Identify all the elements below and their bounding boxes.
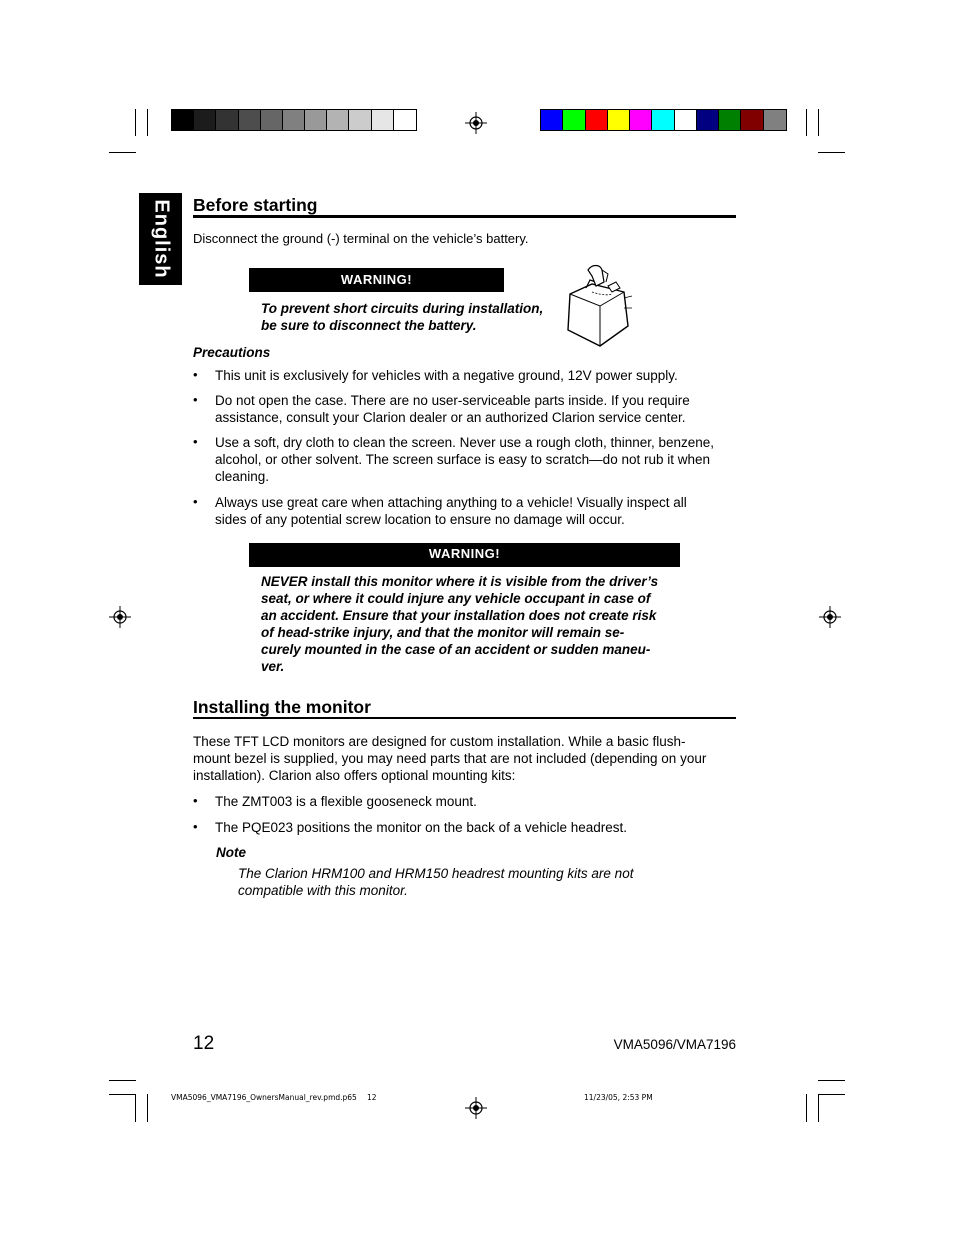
warning-text: To prevent short circuits during installation, be sure to disconnect the battery.: [261, 301, 544, 333]
color-swatch: [305, 110, 327, 130]
bullet-icon: •: [193, 819, 198, 834]
color-swatch: [541, 110, 563, 130]
section-heading-before-starting: Before starting: [193, 195, 318, 215]
list-item: Always use great care when attaching anything to a vehicle! Visually inspect all sides of any potential screw location to ensure no damage will occur.: [215, 495, 687, 527]
heading-rule: [193, 717, 736, 719]
list-item: The ZMT003 is a flexible gooseneck mount.: [215, 794, 477, 809]
bullet-icon: •: [193, 367, 198, 382]
color-swatch: [764, 110, 786, 130]
intro-text: Disconnect the ground (-) terminal on the vehicle’s battery.: [193, 231, 529, 246]
warning-banner: WARNING!: [249, 543, 680, 567]
color-swatch: [349, 110, 371, 130]
registration-mark-icon: [819, 606, 841, 628]
color-swatch: [216, 110, 238, 130]
note-label: Note: [216, 845, 246, 860]
file-timestamp: 11/23/05, 2:53 PM: [584, 1093, 653, 1102]
registration-mark-icon: [109, 606, 131, 628]
color-swatch: [719, 110, 741, 130]
color-swatch: [261, 110, 283, 130]
color-calibration-bar: [540, 109, 787, 131]
bullet-icon: •: [193, 793, 198, 808]
color-swatch: [586, 110, 608, 130]
list-item: Do not open the case. There are no user-serviceable parts inside. If you require assistance, consult your Clarion dealer or an authorized Clarion service center.: [215, 393, 690, 425]
list-item: Use a soft, dry cloth to clean the screen. Never use a rough cloth, thinner, benzene, alcohol, or other solvent. The screen surface is easy to scratch—do not rub it when cleaning.: [215, 435, 715, 484]
color-swatch: [394, 110, 416, 130]
color-swatch: [630, 110, 652, 130]
installing-paragraph: These TFT LCD monitors are designed for custom installation. While a basic flush- mount bezel is supplied, you may need parts that are not included (depending on your installation). Clarion also offers optional mounting kits:: [193, 734, 707, 783]
list-item: The PQE023 positions the monitor on the back of a vehicle headrest.: [215, 820, 627, 835]
color-swatch: [172, 110, 194, 130]
section-heading-installing: Installing the monitor: [193, 697, 371, 717]
color-swatch: [652, 110, 674, 130]
color-swatch: [283, 110, 305, 130]
color-swatch: [675, 110, 697, 130]
language-side-tab: [139, 193, 182, 285]
registration-mark-icon: [465, 1097, 487, 1119]
heading-rule: [193, 215, 736, 218]
language-label: English: [150, 199, 172, 279]
color-swatch: [372, 110, 394, 130]
model-number: VMA5096/VMA7196: [613, 1037, 736, 1052]
color-swatch: [239, 110, 261, 130]
warning-text: NEVER install this monitor where it is visible from the driver’s seat, or where it could injure any vehicle occupant in case of an accident. Ensure that your installation does not create risk of head-strike injury, and that the monitor will remain se- curely mounted in the case of an accident or sudden maneu- ver.: [261, 574, 659, 674]
registration-mark-icon: [465, 112, 487, 134]
color-swatch: [194, 110, 216, 130]
note-text: The Clarion HRM100 and HRM150 headrest mounting kits are not compatible with this monitor.: [238, 866, 634, 898]
warning-banner: WARNING!: [249, 268, 504, 292]
bullet-icon: •: [193, 494, 198, 509]
bullet-icon: •: [193, 392, 198, 407]
page-number: 12: [193, 1033, 215, 1054]
color-swatch: [608, 110, 630, 130]
battery-disconnect-illustration-icon: [562, 262, 642, 348]
list-item: This unit is exclusively for vehicles with a negative ground, 12V power supply.: [215, 368, 678, 383]
color-swatch: [327, 110, 349, 130]
color-swatch: [741, 110, 763, 130]
file-page: 12: [367, 1093, 377, 1102]
file-name: VMA5096_VMA7196_OwnersManual_rev.pmd.p65: [171, 1093, 357, 1102]
precautions-heading: Precautions: [193, 345, 271, 360]
grayscale-calibration-bar: [171, 109, 417, 131]
color-swatch: [697, 110, 719, 130]
bullet-icon: •: [193, 434, 198, 449]
color-swatch: [563, 110, 585, 130]
